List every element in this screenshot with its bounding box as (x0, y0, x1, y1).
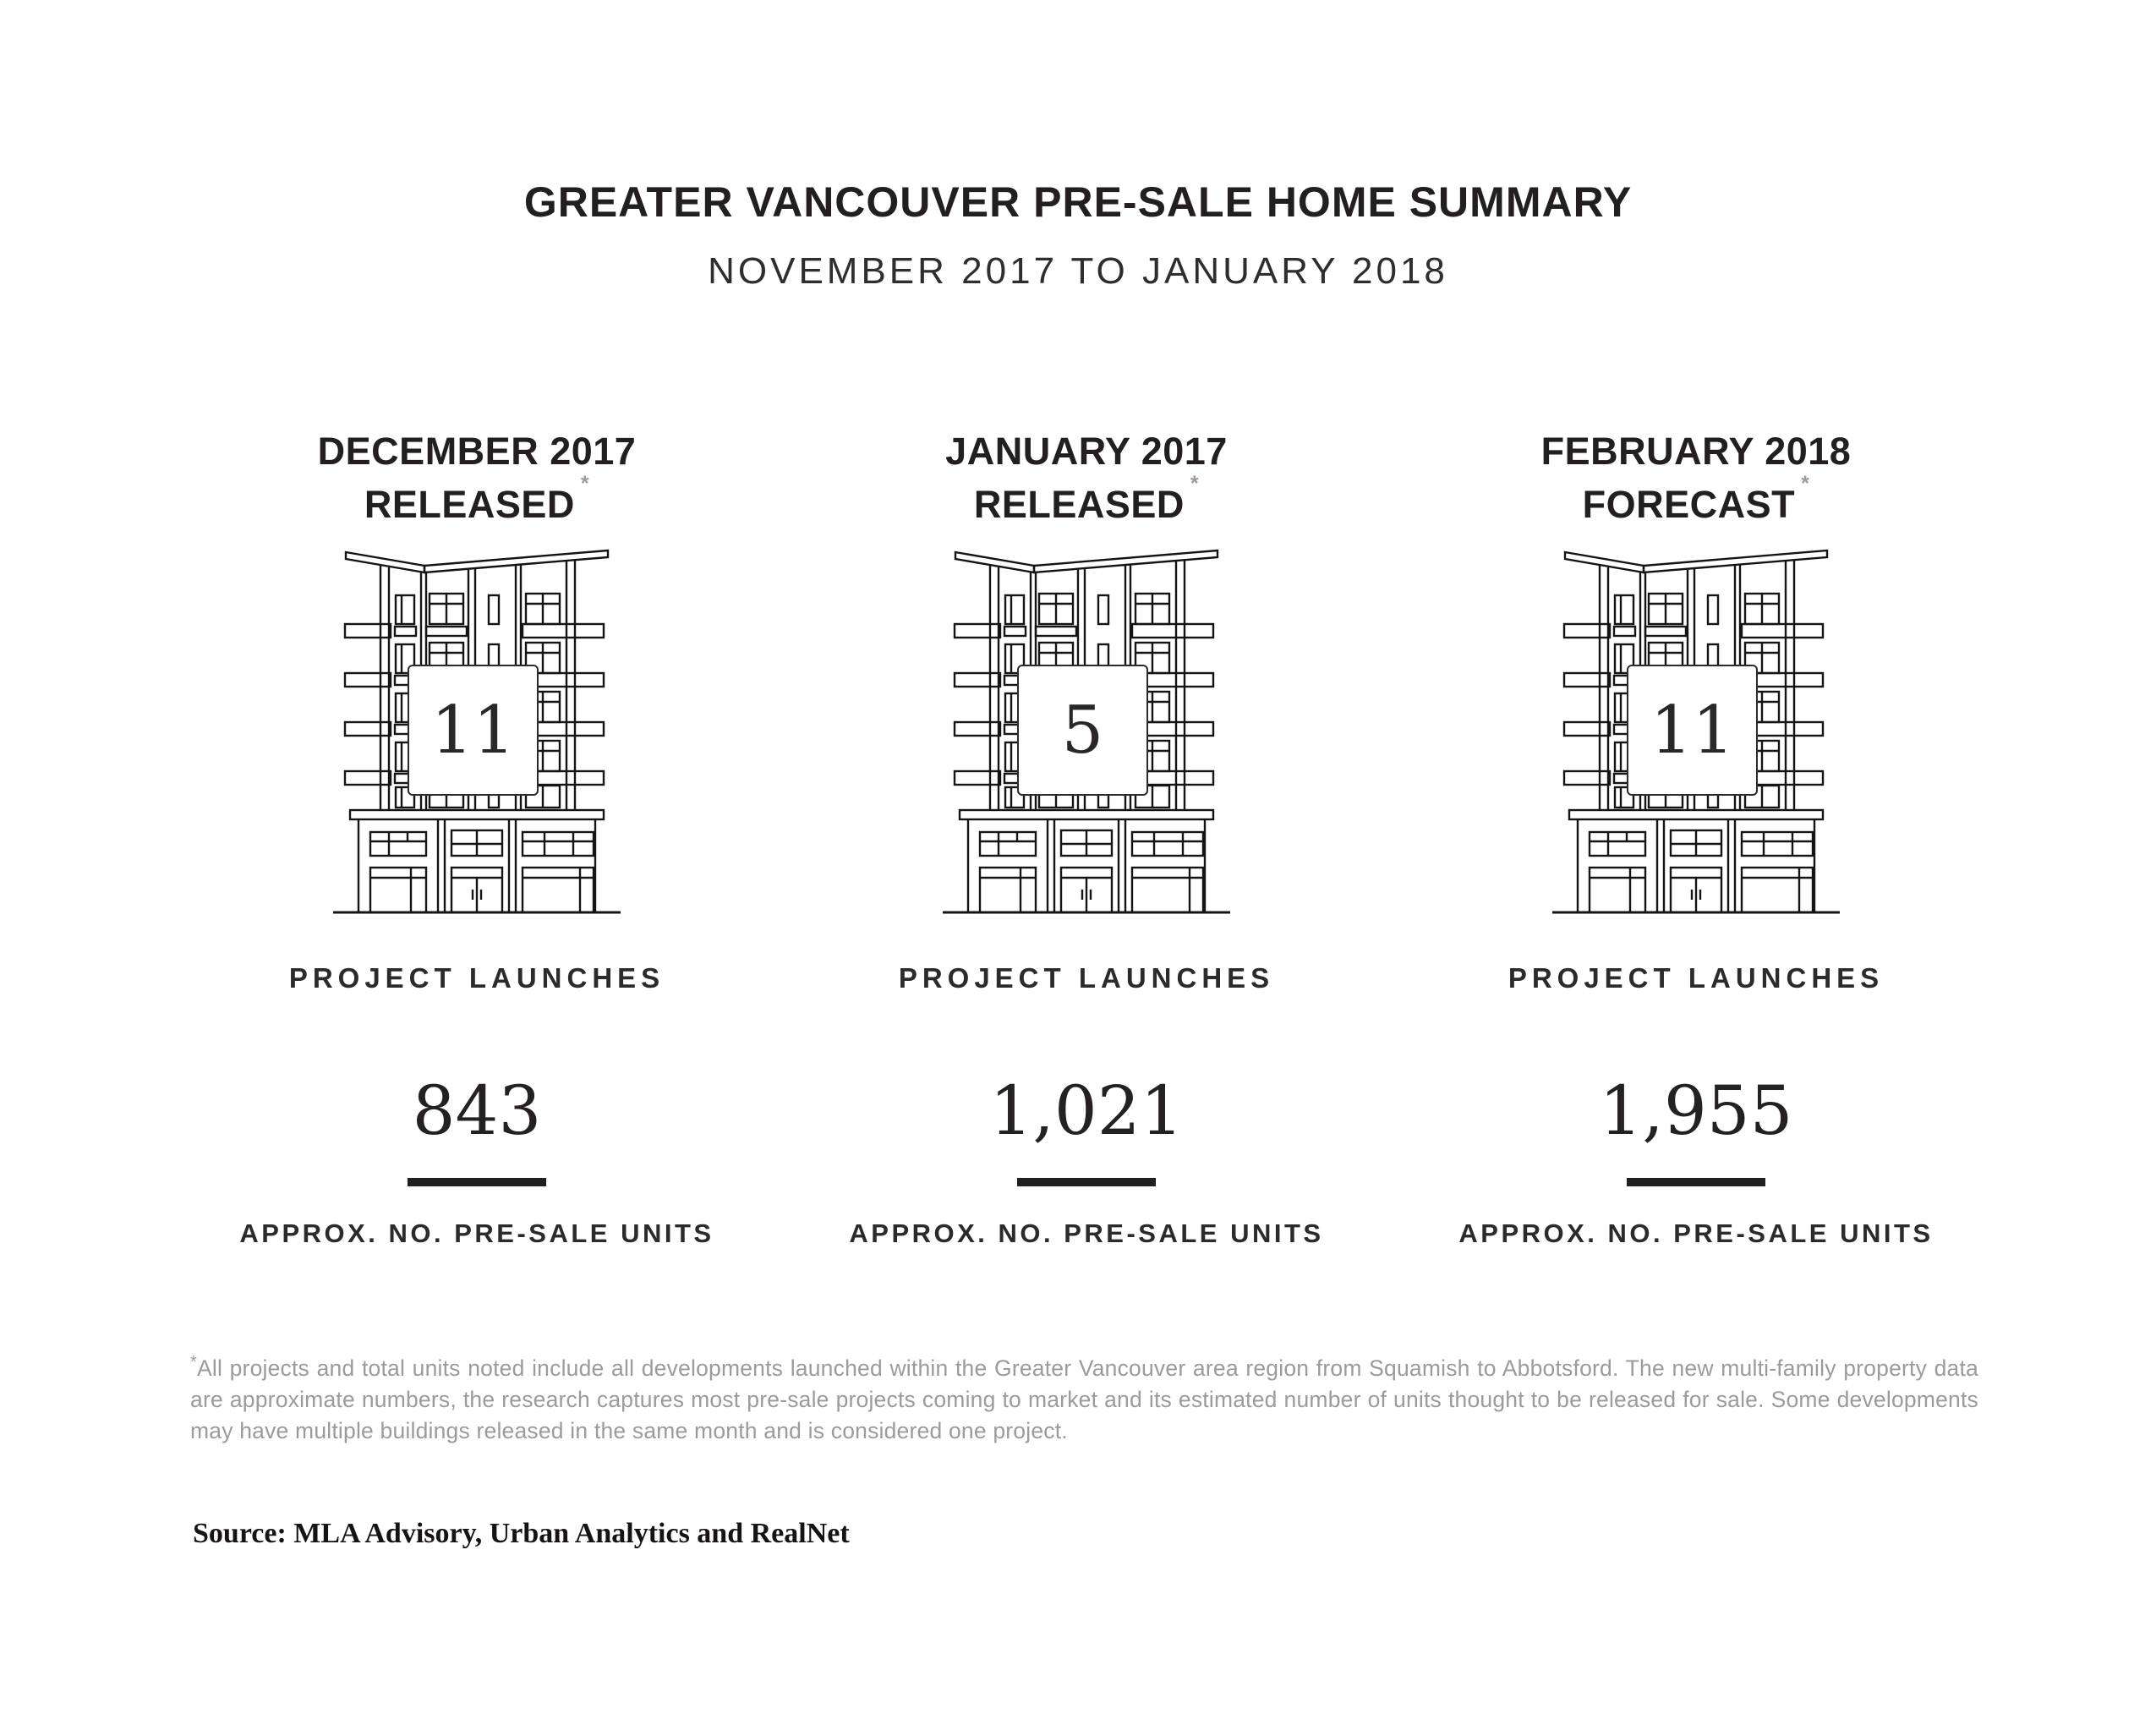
divider-rule (408, 1178, 546, 1186)
units-label: APPROX. NO. PRE-SALE UNITS (1458, 1218, 1934, 1248)
month-label: JANUARY 2017 (945, 430, 1228, 473)
column-header (945, 429, 1228, 526)
launches-label: PROJECT LAUNCHES (1508, 962, 1885, 994)
page-title: GREATER VANCOUVER PRE-SALE HOME SUMMARY (523, 178, 1633, 226)
footnote-text: All projects and total units noted include all developments launched within the Greater Vancouver area region from Squamish to Abbotsford. The new multi-family property data are approximate numbers, the research captures most pre-sale projects coming to market and its estimated number of units thought to be released for sale. Some developments may have multiple buildings released in the same month and is considered one project. (190, 1355, 1978, 1443)
column-header (1540, 429, 1852, 526)
units-label: APPROX. NO. PRE-SALE UNITS (849, 1218, 1324, 1248)
divider-rule (1017, 1178, 1156, 1186)
building-illustration (333, 548, 621, 915)
column-february-2018 (1422, 429, 1970, 1246)
building-illustration (943, 548, 1230, 915)
month-label: FEBRUARY 2018 (1540, 430, 1852, 473)
project-launch-count: 11 (430, 692, 516, 769)
project-number-card (408, 665, 539, 796)
project-number-card (1017, 665, 1148, 796)
units-label: APPROX. NO. PRE-SALE UNITS (239, 1218, 714, 1248)
status-label: RELEASED (973, 483, 1185, 526)
divider-rule (1627, 1178, 1765, 1186)
column-january-2017 (813, 429, 1360, 1246)
units-value: 1,021 (989, 1071, 1184, 1150)
launches-label: PROJECT LAUNCHES (288, 962, 665, 994)
source-line: Source: MLA Advisory, Urban Analytics and RealNet (193, 1518, 850, 1549)
launches-label: PROJECT LAUNCHES (898, 962, 1275, 994)
project-number-card (1627, 665, 1758, 796)
status-label: RELEASED (364, 483, 575, 526)
column-december-2017 (203, 429, 751, 1246)
footnote-asterisk: * (580, 472, 590, 496)
project-launch-count: 11 (1650, 692, 1735, 769)
building-illustration (1552, 548, 1840, 915)
units-value: 1,955 (1599, 1071, 1793, 1150)
footnote-asterisk: * (1801, 472, 1810, 496)
project-launch-count: 5 (1061, 692, 1104, 769)
summary-columns (203, 429, 1970, 1246)
page-subtitle: NOVEMBER 2017 TO JANUARY 2018 (708, 250, 1448, 292)
footnote (190, 1347, 1978, 1447)
column-header (317, 429, 637, 526)
status-label: FORECAST (1582, 483, 1796, 526)
units-value: 843 (412, 1071, 542, 1150)
footnote-asterisk: * (1190, 472, 1200, 496)
footnote-asterisk: * (190, 1353, 197, 1372)
month-label: DECEMBER 2017 (317, 430, 637, 473)
